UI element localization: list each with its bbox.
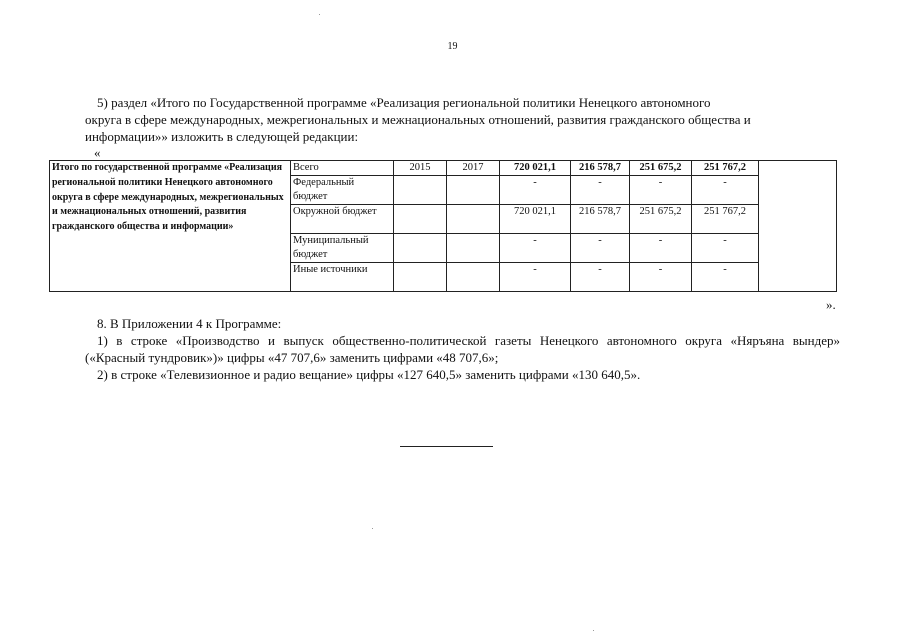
value-cell: -	[571, 176, 630, 205]
year-cell	[394, 205, 447, 234]
program-title-cell: Итого по государственной программе «Реализация региональной политики Ненецкого автономного округа в сфере международных, межрегиональных и межнациональных отношений, развития гражданского общества и информации»	[50, 161, 291, 292]
total-cell: 720 021,1	[500, 161, 571, 176]
opening-quote: «	[94, 145, 101, 160]
scan-speck	[319, 14, 320, 15]
value-cell: -	[571, 263, 630, 292]
year-cell: 2015	[394, 161, 447, 176]
section-5-line-3: информации»» изложить в следующей редакции:	[85, 129, 359, 144]
value-cell: -	[571, 234, 630, 263]
empty-cell	[759, 161, 837, 292]
scan-speck	[372, 528, 373, 529]
section-5-line-2: округа в сфере международных, межрегиональных и межнациональных отношений, развития гражданского общества и	[85, 112, 751, 127]
year-cell	[394, 176, 447, 205]
year-cell	[394, 234, 447, 263]
source-cell: Всего	[291, 161, 394, 176]
value-cell: 216 578,7	[571, 205, 630, 234]
year-cell	[447, 234, 500, 263]
closing-quote: ».	[826, 297, 836, 312]
section-5-line-1: 5) раздел «Итого по Государственной программе «Реализация региональной политики Ненецкого автономного	[97, 95, 711, 110]
section-8-heading: 8. В Приложении 4 к Программе:	[97, 316, 282, 331]
section-8-item-1: 1) в строке «Производство и выпуск общественно-политической газеты Ненецкого автономного округа «Няръяна вындер» («Красный тундровик»)» цифры «47 707,6» заменить цифрами «48 707,6»;	[85, 333, 840, 365]
year-cell	[394, 263, 447, 292]
scan-speck	[593, 630, 594, 631]
value-cell: 251 767,2	[692, 161, 759, 176]
section-5-intro	[85, 94, 840, 145]
year-cell	[447, 176, 500, 205]
end-rule	[400, 446, 493, 447]
value-cell: -	[692, 263, 759, 292]
page-number: 19	[447, 41, 458, 52]
source-cell: Федеральный бюджет	[291, 176, 394, 205]
table-row	[50, 161, 837, 176]
source-cell: Муниципальный бюджет	[291, 234, 394, 263]
total-cell: 720 021,1	[500, 205, 571, 234]
value-cell: 251 675,2	[630, 205, 692, 234]
total-cell: -	[500, 234, 571, 263]
total-cell: -	[500, 263, 571, 292]
value-cell: -	[630, 234, 692, 263]
value-cell: 251 767,2	[692, 205, 759, 234]
value-cell: -	[630, 263, 692, 292]
section-8	[85, 315, 840, 383]
section-8-item-2: 2) в строке «Телевизионное и радио вещание» цифры «127 640,5» заменить цифрами «130 640,5».	[97, 367, 641, 382]
total-cell: -	[500, 176, 571, 205]
year-cell	[447, 205, 500, 234]
value-cell: 216 578,7	[571, 161, 630, 176]
value-cell: 251 675,2	[630, 161, 692, 176]
value-cell: -	[692, 176, 759, 205]
value-cell: -	[692, 234, 759, 263]
budget-table	[49, 160, 837, 292]
source-cell: Иные источники	[291, 263, 394, 292]
year-cell: 2017	[447, 161, 500, 176]
value-cell: -	[630, 176, 692, 205]
year-cell	[447, 263, 500, 292]
source-cell: Окружной бюджет	[291, 205, 394, 234]
